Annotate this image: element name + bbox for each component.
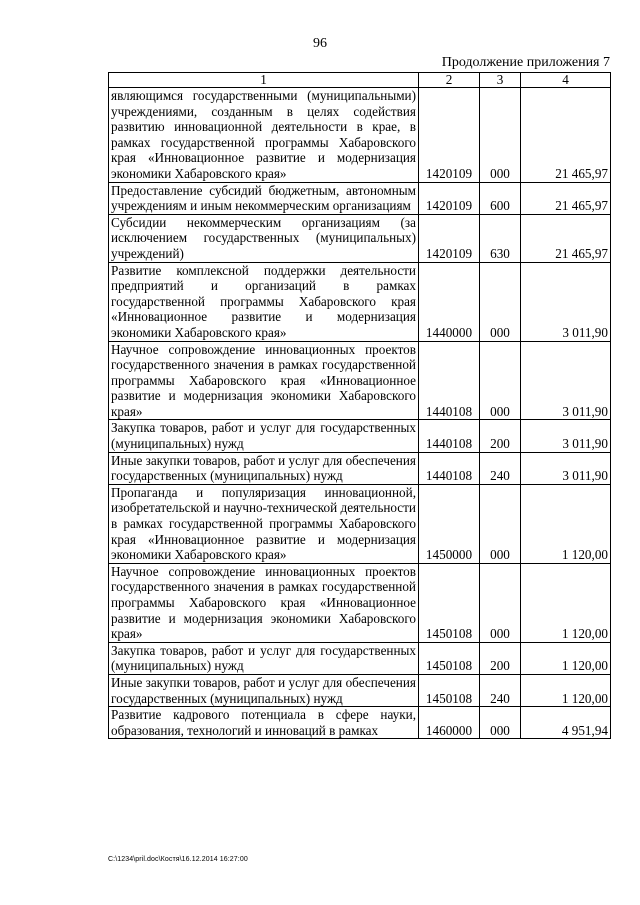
table-header-row bbox=[109, 73, 611, 88]
row-code-cell: 1440108 bbox=[419, 341, 480, 420]
table-row bbox=[109, 484, 611, 563]
column-header-amount: 4 bbox=[521, 73, 611, 88]
row-code-cell: 1440000 bbox=[419, 262, 480, 341]
column-header-name: 1 bbox=[109, 73, 419, 88]
table-row bbox=[109, 182, 611, 214]
row-amount-cell: 1 120,00 bbox=[521, 484, 611, 563]
table-row bbox=[109, 563, 611, 642]
row-type-cell: 000 bbox=[480, 341, 521, 420]
row-amount-cell: 3 011,90 bbox=[521, 341, 611, 420]
row-name-cell: Развитие комплексной поддержки деятельности предприятий и организаций в рамках государственной программы Хабаровского края «Инновационное развитие и модернизация экономики Хабаровского края» bbox=[109, 262, 419, 341]
table-row bbox=[109, 420, 611, 452]
row-name-cell: Пропаганда и популяризация инновационной, изобретательской и научно-технической деятельности в рамках государственной программы Хабаровского края «Инновационное развитие и модернизация экономики Хабаровского края» bbox=[109, 484, 419, 563]
row-name-cell: Иные закупки товаров, работ и услуг для обеспечения государственных (муниципальных) нужд bbox=[109, 674, 419, 706]
row-code-cell: 1420109 bbox=[419, 182, 480, 214]
table-row bbox=[109, 674, 611, 706]
row-amount-cell: 3 011,90 bbox=[521, 452, 611, 484]
file-path-footer: C:\1234\pril.doc\Костя\16.12.2014 16:27:00 bbox=[108, 856, 248, 863]
row-code-cell: 1420109 bbox=[419, 88, 480, 183]
row-amount-cell: 21 465,97 bbox=[521, 182, 611, 214]
row-name-cell: Иные закупки товаров, работ и услуг для обеспечения государственных (муниципальных) нужд bbox=[109, 452, 419, 484]
row-amount-cell: 21 465,97 bbox=[521, 214, 611, 262]
row-type-cell: 240 bbox=[480, 674, 521, 706]
row-name-cell: Научное сопровождение инновационных проектов государственного значения в рамках государственной программы Хабаровского края «Инновационное развитие и модернизация экономики Хабаровского края» bbox=[109, 563, 419, 642]
table-row bbox=[109, 707, 611, 739]
row-amount-cell: 1 120,00 bbox=[521, 563, 611, 642]
row-type-cell: 000 bbox=[480, 484, 521, 563]
row-type-cell: 200 bbox=[480, 420, 521, 452]
row-type-cell: 630 bbox=[480, 214, 521, 262]
table-row bbox=[109, 642, 611, 674]
table-row bbox=[109, 341, 611, 420]
budget-table bbox=[108, 72, 611, 739]
row-type-cell: 200 bbox=[480, 642, 521, 674]
row-name-cell: Закупка товаров, работ и услуг для государственных (муниципальных) нужд bbox=[109, 642, 419, 674]
row-code-cell: 1440108 bbox=[419, 420, 480, 452]
row-code-cell: 1450108 bbox=[419, 642, 480, 674]
row-name-cell: Субсидии некоммерческим организациям (за исключением государственных (муниципальных) учреждений) bbox=[109, 214, 419, 262]
table-row bbox=[109, 88, 611, 183]
row-type-cell: 000 bbox=[480, 88, 521, 183]
row-name-cell: являющимся государственными (муниципальными) учреждениями, созданным в целях содействия развитию инновационной деятельности в крае, в рамках государственной программы Хабаровского края «Инновационное развитие и модернизация экономики Хабаровского края» bbox=[109, 88, 419, 183]
row-type-cell: 240 bbox=[480, 452, 521, 484]
table-body bbox=[109, 88, 611, 739]
column-header-type: 3 bbox=[480, 73, 521, 88]
row-code-cell: 1450000 bbox=[419, 484, 480, 563]
row-name-cell: Научное сопровождение инновационных проектов государственного значения в рамках государственной программы Хабаровского края «Инновационное развитие и модернизация экономики Хабаровского края» bbox=[109, 341, 419, 420]
row-amount-cell: 3 011,90 bbox=[521, 262, 611, 341]
table-row bbox=[109, 214, 611, 262]
row-amount-cell: 1 120,00 bbox=[521, 674, 611, 706]
row-code-cell: 1420109 bbox=[419, 214, 480, 262]
row-amount-cell: 1 120,00 bbox=[521, 642, 611, 674]
table-row bbox=[109, 452, 611, 484]
row-amount-cell: 21 465,97 bbox=[521, 88, 611, 183]
column-header-code: 2 bbox=[419, 73, 480, 88]
row-name-cell: Развитие кадрового потенциала в сфере науки, образования, технологий и инноваций в рамках bbox=[109, 707, 419, 739]
row-amount-cell: 3 011,90 bbox=[521, 420, 611, 452]
row-code-cell: 1450108 bbox=[419, 674, 480, 706]
row-amount-cell: 4 951,94 bbox=[521, 707, 611, 739]
row-type-cell: 000 bbox=[480, 707, 521, 739]
table-row bbox=[109, 262, 611, 341]
row-code-cell: 1440108 bbox=[419, 452, 480, 484]
page-number: 96 bbox=[313, 36, 327, 51]
row-name-cell: Предоставление субсидий бюджетным, автономным учреждениям и иным некоммерческим организациям bbox=[109, 182, 419, 214]
continuation-label: Продолжение приложения 7 bbox=[441, 55, 610, 70]
row-code-cell: 1460000 bbox=[419, 707, 480, 739]
row-code-cell: 1450108 bbox=[419, 563, 480, 642]
row-type-cell: 000 bbox=[480, 563, 521, 642]
row-type-cell: 600 bbox=[480, 182, 521, 214]
row-type-cell: 000 bbox=[480, 262, 521, 341]
row-name-cell: Закупка товаров, работ и услуг для государственных (муниципальных) нужд bbox=[109, 420, 419, 452]
